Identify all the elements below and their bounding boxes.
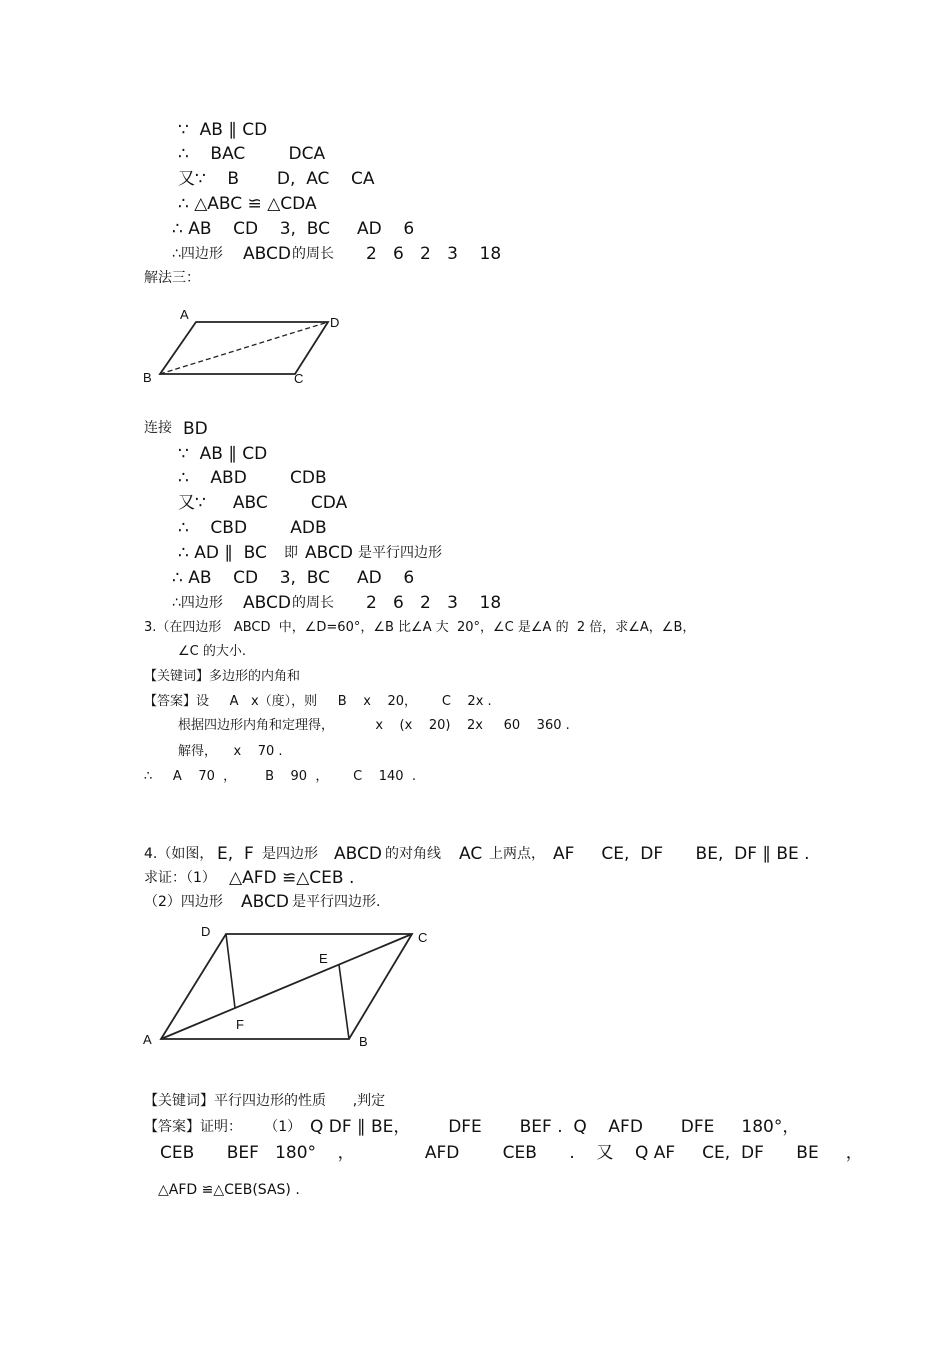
q4-stem-1f: AC bbox=[459, 844, 483, 864]
m3-line-7-prefix: ∴四边形 bbox=[172, 595, 223, 611]
fig1-label-a: A bbox=[180, 307, 189, 322]
q4-stem-1b: E, F bbox=[217, 844, 254, 864]
m3-line-7-perimeter: 的周长 bbox=[292, 595, 334, 611]
m2-line-6-prefix: ∴四边形 bbox=[172, 246, 223, 262]
m2-line-2: ∴ BAC DCA bbox=[178, 144, 326, 164]
fig1-label-d: D bbox=[330, 315, 340, 330]
q3-answer-2: 根据四边形内角和定理得， x (x 20) 2x 60 360 . bbox=[178, 718, 570, 733]
method-3-heading: 解法三： bbox=[144, 270, 200, 286]
m2-line-6-perimeter: 的周长 bbox=[292, 246, 334, 262]
m3-line-3: 又∵ ABC CDA bbox=[178, 493, 348, 513]
connect-label: 连接 bbox=[144, 420, 172, 436]
q4-stem-3b: ABCD bbox=[241, 892, 289, 912]
q4-stem-3a: （2）四边形 bbox=[144, 894, 223, 910]
q4-stem-2a: 求证：（1） bbox=[144, 870, 216, 886]
m3-line-7-sum: 2 6 2 3 18 bbox=[366, 593, 502, 613]
q4-answer-2: CEB BEF 180° ， AFD CEB . 又 Q AF CE, DF BE ， bbox=[160, 1143, 863, 1163]
parallelogram-figure-1 bbox=[140, 305, 360, 390]
m2-line-3: 又∵ B D, AC CA bbox=[178, 169, 375, 189]
q4-stem-1d: ABCD bbox=[334, 844, 382, 864]
fig1-label-b: B bbox=[143, 370, 152, 385]
fig2-label-a: A bbox=[143, 1032, 152, 1047]
m3-line-2: ∴ ABD CDB bbox=[178, 468, 327, 488]
q4-stem-1h: AF CE, DF BE, DF ∥ BE . bbox=[553, 844, 810, 864]
m3-line-5a: ∴ AD ∥ BC bbox=[178, 543, 267, 563]
m3-line-1: ∵ AB ∥ CD bbox=[178, 444, 268, 464]
q3-answer-3: 解得， x 70 . bbox=[178, 744, 283, 759]
q4-stem-1c: 是四边形 bbox=[262, 846, 318, 862]
m3-line-7-abcd: ABCD bbox=[243, 593, 291, 613]
q4-answer-1a: 【答案】证明： （1） bbox=[144, 1119, 302, 1135]
q3-answer-1: 【答案】设 A x（度），则 B x 20， C 2x . bbox=[144, 694, 492, 709]
m2-line-1: ∵ AB ∥ CD bbox=[178, 120, 268, 140]
fig2-label-c: C bbox=[418, 930, 428, 945]
diagonal-ac bbox=[161, 934, 412, 1039]
parallelogram-figure-2 bbox=[140, 920, 440, 1055]
m3-line-5d: 是平行四边形 bbox=[358, 545, 442, 561]
connect-bd: BD bbox=[183, 419, 208, 439]
fig2-label-d: D bbox=[201, 924, 211, 939]
q4-keyword: 【关键词】平行四边形的性质 ,判定 bbox=[144, 1093, 386, 1109]
m2-line-4: ∴ △ABC ≌ △CDA bbox=[178, 194, 317, 214]
m2-line-5: ∴ AB CD 3, BC AD 6 bbox=[172, 219, 415, 239]
fig2-label-e: E bbox=[319, 951, 328, 966]
q4-stem-1g: 上两点， bbox=[489, 846, 545, 862]
q4-answer-1b: Q DF ∥ BE， DFE BEF . Q AFD DFE 180°， bbox=[310, 1117, 800, 1137]
q3-stem-2: ∠C 的大小. bbox=[178, 644, 246, 659]
m2-line-6-sum: 2 6 2 3 18 bbox=[366, 244, 502, 264]
segment-df bbox=[226, 934, 235, 1008]
m2-line-6-abcd: ABCD bbox=[243, 244, 291, 264]
q3-answer-4: ∴ A 70 ， B 90 ， C 140 . bbox=[144, 769, 416, 784]
q3-keyword: 【关键词】多边形的内角和 bbox=[144, 669, 301, 684]
q4-stem-3c: 是平行四边形. bbox=[292, 894, 381, 910]
m3-line-4: ∴ CBD ADB bbox=[178, 518, 327, 538]
q4-stem-1a: 4.（如图， bbox=[144, 846, 214, 862]
m3-line-6: ∴ AB CD 3, BC AD 6 bbox=[172, 568, 415, 588]
m3-line-5c: ABCD bbox=[305, 543, 353, 563]
fig1-label-c: C bbox=[294, 371, 304, 386]
q4-answer-3: △AFD ≌△CEB(SAS) . bbox=[158, 1182, 300, 1198]
segment-be bbox=[339, 965, 349, 1039]
fig2-label-b: B bbox=[359, 1034, 368, 1049]
m3-line-5b: 即 bbox=[284, 545, 298, 561]
q3-stem-1: 3.（在四边形 ABCD 中，∠D=60°，∠B 比∠A 大 20°，∠C 是∠A 的 2 倍，求∠A，∠B， bbox=[144, 620, 696, 635]
q4-stem-1e: 的对角线 bbox=[385, 846, 441, 862]
diagonal-bd bbox=[160, 322, 328, 374]
q4-stem-2b: △AFD ≌△CEB . bbox=[229, 868, 355, 888]
fig2-label-f: F bbox=[236, 1017, 244, 1032]
